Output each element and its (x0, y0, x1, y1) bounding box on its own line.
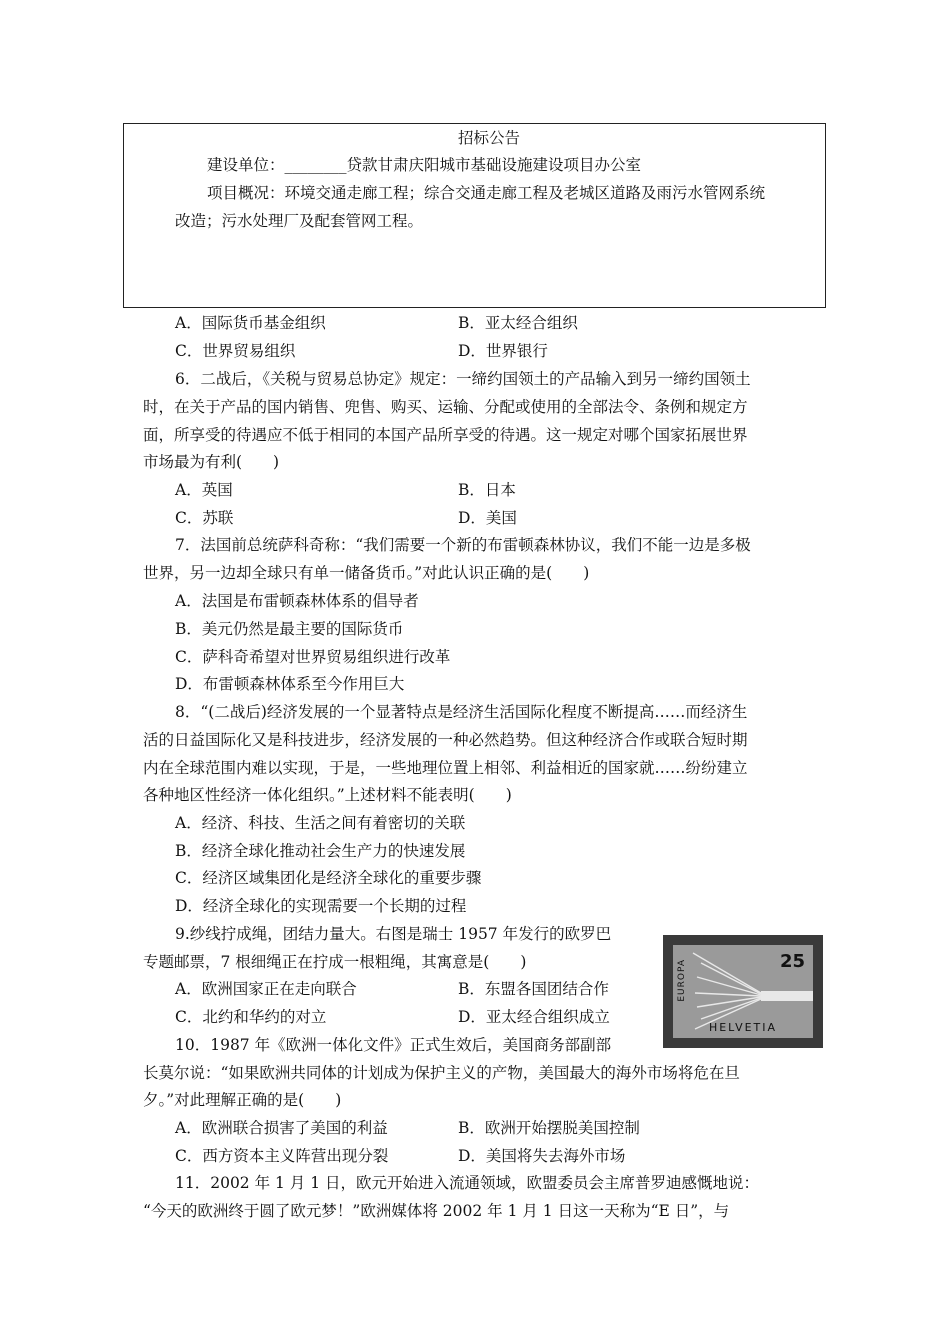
q11-stem-line2: “今天的欧洲终于圆了欧元梦！”欧洲媒体将 2002 年 1 月 1 日这一天称为“E 日”，与 (143, 1202, 730, 1220)
q10-option-c: C．西方资本主义阵营出现分裂 (175, 1147, 389, 1165)
q6-option-c: C．苏联 (175, 509, 234, 527)
q6-stem-line3: 面，所享受的待遇应不低于相同的本国产品所享受的待遇。这一规定对哪个国家拓展世界 (143, 426, 748, 444)
q9-option-d: D．亚太经合组织成立 (458, 1008, 610, 1026)
q9-stem-line1: 9.纱线拧成绳，团结力量大。右图是瑞士 1957 年发行的欧罗巴 (175, 925, 612, 943)
q9-option-a: A．欧洲国家正在走向联合 (175, 980, 357, 998)
q8-stem-line3: 内在全球范围内难以实现，于是，一些地理位置上相邻、利益相近的国家就……纷纷建立 (143, 759, 748, 777)
q7-option-a: A．法国是布雷顿森林体系的倡导者 (175, 592, 419, 610)
q5-option-d: D．世界银行 (458, 342, 548, 360)
q6-option-a: A．英国 (175, 481, 233, 499)
q9-option-b: B．东盟各国团结合作 (458, 980, 609, 998)
q5-option-a: A．国际货币基金组织 (175, 314, 326, 332)
notice-overview-line: 项目概况：环境交通走廊工程；综合交通走廊工程及老城区道路及雨污水管网系统 (207, 184, 766, 202)
q10-stem-line1: 10．1987 年《欧洲一体化文件》正式生效后，美国商务部副部 (175, 1036, 612, 1054)
q9-option-c: C．北约和华约的对立 (175, 1008, 327, 1026)
q10-option-b: B．欧洲开始摆脱美国控制 (458, 1119, 640, 1137)
q7-stem-line1: 7．法国前总统萨科奇称：“我们需要一个新的布雷顿森林协议，我们不能一边是多极 (175, 536, 751, 554)
stamp-value: 25 (779, 951, 805, 972)
q7-option-b: B．美元仍然是最主要的国际货币 (175, 620, 404, 638)
q10-option-d: D．美国将失去海外市场 (458, 1147, 626, 1165)
q9-stem-line2: 专题邮票，7 根细绳正在拧成一根粗绳，其寓意是( ) (143, 953, 527, 971)
q8-stem-line2: 活的日益国际化又是科技进步，经济发展的一种必然趋势。但这种经济合作或联合短时期 (143, 731, 748, 749)
q8-option-c: C．经济区域集团化是经济全球化的重要步骤 (175, 869, 482, 887)
stamp-europa-text: EUROPA (677, 959, 687, 1002)
q6-option-d: D．美国 (458, 509, 517, 527)
q11-stem-line1: 11．2002 年 1 月 1 日，欧元开始进入流通领域，欧盟委员会主席普罗迪感慨地说： (175, 1174, 760, 1192)
q10-stem-line2: 长莫尔说：“如果欧洲共同体的计划成为保护主义的产物，美国最大的海外市场将危在旦 (143, 1064, 740, 1082)
notice-unit-line: 建设单位：________贷款甘肃庆阳城市基础设施建设项目办公室 (207, 156, 642, 174)
q7-option-c: C．萨科奇希望对世界贸易组织进行改革 (175, 648, 451, 666)
q5-option-b: B．亚太经合组织 (458, 314, 578, 332)
notice-overview-cont: 改造；污水处理厂及配套管网工程。 (175, 212, 424, 230)
q6-option-b: B．日本 (458, 481, 516, 499)
q8-stem-line1: 8．“(二战后)经济发展的一个显著特点是经济生活国际化程度不断提高……而经济生 (175, 703, 748, 721)
notice-title: 招标公告 (458, 129, 521, 147)
stamp-country: HELVETIA (708, 1021, 778, 1034)
q8-option-d: D．经济全球化的实现需要一个长期的过程 (175, 897, 467, 915)
q5-option-c: C．世界贸易组织 (175, 342, 296, 360)
q8-stem-line4: 各种地区性经济一体化组织。”上述材料不能表明( ) (143, 786, 512, 804)
q10-option-a: A．欧洲联合损害了美国的利益 (175, 1119, 388, 1137)
q6-stem-line2: 时，在关于产品的国内销售、兜售、购买、运输、分配或使用的全部法令、条例和规定方 (143, 398, 748, 416)
q8-option-a: A．经济、科技、生活之间有着密切的关联 (175, 814, 466, 832)
stamp-face (673, 945, 813, 1038)
q7-option-d: D．布雷顿森林体系至今作用巨大 (175, 675, 405, 693)
q6-stem-line4: 市场最为有利( ) (143, 453, 280, 471)
q10-stem-line3: 夕。”对此理解正确的是( ) (143, 1091, 342, 1109)
europa-stamp-image (663, 935, 823, 1048)
q8-option-b: B．经济全球化推动社会生产力的快速发展 (175, 842, 466, 860)
q7-stem-line2: 世界，另一边却全球只有单一储备货币。”对此认识正确的是( ) (143, 564, 590, 582)
q6-stem-line1: 6．二战后，《关税与贸易总协定》规定：一缔约国领土的产品输入到另一缔约国领土 (175, 370, 751, 388)
